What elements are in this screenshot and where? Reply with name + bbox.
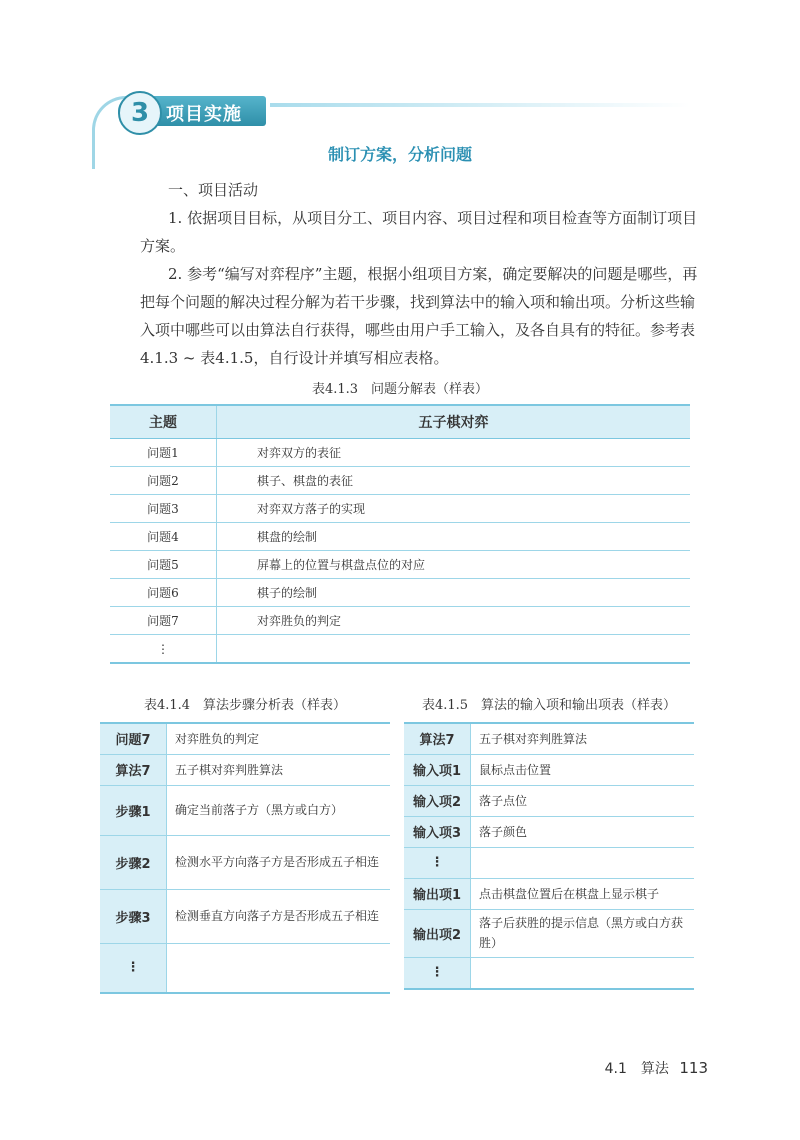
row-label: 步骤3	[100, 889, 167, 943]
row-value: 对弈胜负的判定	[217, 607, 691, 635]
row-label: 问题7	[100, 723, 167, 754]
row-label: 步骤2	[100, 835, 167, 889]
row-value: 落子点位	[471, 785, 695, 816]
table-row	[404, 785, 694, 816]
table-row	[100, 754, 390, 785]
header-divider	[270, 103, 690, 107]
table-row	[404, 957, 694, 989]
row-value: 棋盘的绘制	[217, 523, 691, 551]
row-label: 输入项3	[404, 816, 471, 847]
row-value: 对弈双方落子的实现	[217, 495, 691, 523]
row-value: 检测垂直方向落子方是否形成五子相连	[167, 889, 391, 943]
row-value	[167, 943, 391, 993]
row-label: 问题6	[110, 579, 217, 607]
row-label: ⋮	[100, 943, 167, 993]
row-value: 五子棋对弈判胜算法	[471, 723, 695, 754]
row-label: 输出项2	[404, 909, 471, 957]
table-row	[100, 835, 390, 889]
row-label: 问题1	[110, 439, 217, 467]
table-row	[100, 889, 390, 943]
table2-caption: 表4.1.4 算法步骤分析表（样表）	[143, 698, 347, 713]
row-label: 问题2	[110, 467, 217, 495]
row-value: 落子颜色	[471, 816, 695, 847]
row-value: 棋子的绘制	[217, 579, 691, 607]
row-label: 问题3	[110, 495, 217, 523]
table-header-row	[110, 405, 690, 439]
row-value: 鼠标点击位置	[471, 754, 695, 785]
row-label: ⋮	[404, 957, 471, 989]
row-label: 输入项1	[404, 754, 471, 785]
page-footer	[605, 1058, 708, 1078]
table-header-cell: 五子棋对弈	[217, 405, 691, 439]
row-label: 问题4	[110, 523, 217, 551]
row-value: 检测水平方向落子方是否形成五子相连	[167, 835, 391, 889]
row-value: 棋子、棋盘的表征	[217, 467, 691, 495]
footer-section: 4.1 算法	[604, 1061, 669, 1077]
row-label: ⋮	[404, 847, 471, 878]
paragraph-1: 1. 依据项目目标，从项目分工、项目内容、项目过程和项目检查等方面制订项目方案。	[140, 209, 698, 255]
row-value: 确定当前落子方（黑方或白方）	[167, 785, 391, 835]
table-row	[110, 439, 690, 467]
row-label: 问题5	[110, 551, 217, 579]
row-value: 对弈双方的表征	[217, 439, 691, 467]
table-row	[110, 467, 690, 495]
table3-caption: 表4.1.5 算法的输入项和输出项表（样表）	[421, 698, 677, 713]
table-row	[110, 579, 690, 607]
table-row	[110, 551, 690, 579]
row-value: 点击棋盘位置后在棋盘上显示棋子	[471, 878, 695, 909]
row-value: 落子后获胜的提示信息（黑方或白方获胜）	[471, 909, 695, 957]
table-row	[110, 523, 690, 551]
page-number: 113	[679, 1059, 708, 1077]
row-value: 屏幕上的位置与棋盘点位的对应	[217, 551, 691, 579]
row-label: 步骤1	[100, 785, 167, 835]
row-label: 算法7	[100, 754, 167, 785]
table-row	[110, 495, 690, 523]
page-subtitle: 制订方案，分析问题	[327, 145, 472, 164]
section-number-icon: 3	[118, 91, 162, 135]
table-row	[404, 847, 694, 878]
row-value: 五子棋对弈判胜算法	[167, 754, 391, 785]
row-value: 对弈胜负的判定	[167, 723, 391, 754]
table-row	[100, 723, 390, 754]
row-label: 算法7	[404, 723, 471, 754]
row-value	[217, 635, 691, 664]
table-row	[404, 878, 694, 909]
algorithm-steps-table	[100, 722, 390, 994]
section-title: 项目实施	[166, 104, 242, 125]
table-row	[404, 754, 694, 785]
table1-caption: 表4.1.3 问题分解表（样表）	[311, 382, 489, 397]
row-label: 输出项1	[404, 878, 471, 909]
table-row	[100, 785, 390, 835]
table-row	[110, 607, 690, 635]
table-row	[404, 723, 694, 754]
table-row	[110, 635, 690, 664]
table-row	[404, 816, 694, 847]
paragraph-2: 2. 参考“编写对弈程序”主题，根据小组项目方案，确定要解决的问题是哪些，再把每个问题的解决过程分解为若干步骤，找到算法中的输入项和输出项。分析这些输入项中哪些可以由算法自行获得，哪些由用户手工输入，及各自具有的特征。参考表4.1.3 ~ 表4.1.5，自行设计并填写相应表格。	[140, 265, 698, 367]
row-label: 问题7	[110, 607, 217, 635]
table-row	[100, 943, 390, 993]
table-header-cell: 主题	[110, 405, 217, 439]
row-value	[471, 957, 695, 989]
section-heading: 一、项目活动	[168, 181, 259, 199]
table-row	[404, 909, 694, 957]
algorithm-io-table	[404, 722, 694, 990]
row-label: ⋮	[110, 635, 217, 664]
row-label: 输入项2	[404, 785, 471, 816]
row-value	[471, 847, 695, 878]
problem-decomposition-table	[110, 404, 690, 664]
